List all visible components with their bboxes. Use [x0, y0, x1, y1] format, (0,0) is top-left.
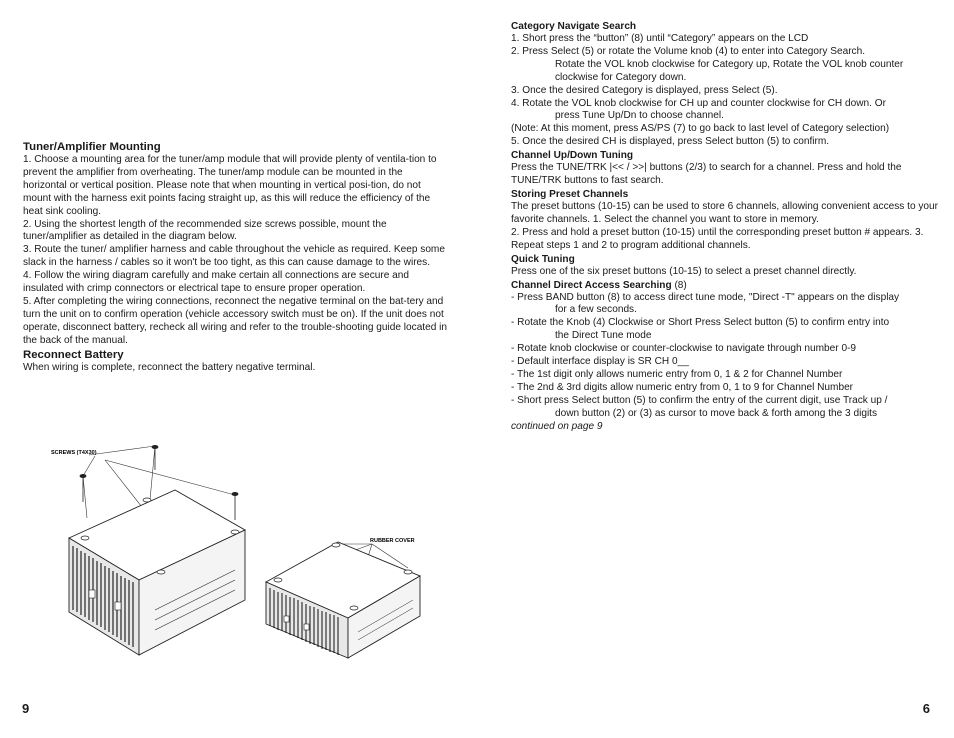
category-search-line: press Tune Up/Dn to choose channel.: [555, 110, 724, 122]
direct-access-item-text: - Rotate the Knob (4) Clockwise or Short Press Select button (5) to confirm entry into: [511, 317, 890, 329]
tuner-unit-body: [266, 542, 420, 658]
category-search-line: 1. Short press the “button” (8) until “Category” appears on the LCD: [511, 33, 809, 44]
tuner-mounting-step: 2. Using the shortest length of the recommended size screws possible, mount the tuner/amplifier as detailed in the diagram below.: [23, 218, 387, 243]
direct-access-item: [511, 382, 941, 395]
tuner-mounting-step: 5. After completing the wiring connections, reconnect the negative terminal on the bat-tery and turn the unit on to confirm operation (vehicle accessory switch must be on). If the unit does not operate, disconnect battery, recheck all wiring and refer to the trouble-shooting guide located in the back of the manual.: [23, 295, 448, 346]
continued-note: continued on page 9: [511, 420, 603, 432]
direct-access-heading-text: Channel Direct Access Searching: [511, 279, 672, 291]
tuner-mounting-step: 1. Choose a mounting area for the tuner/amp module that will provide plenty of ventila-tion to prevent the amplifier from overheating. The tuner/amp module can be mounted in the horizontal or vertical position. Please note that when mounting in vertical posi-tion, do not mount with the harness exit points facing straight up, as this will reduce the efficiency of the heat sink cooling.: [23, 154, 437, 217]
storing-presets-text-2: 2. Press and hold a preset button (10-15) until the corresponding preset button # appears. 3. Repeat steps 1 and 2 to program additional channels.: [511, 226, 924, 251]
category-search-line: 2. Press Select (5) or rotate the Volume knob (4) to enter into Category Search.: [511, 45, 866, 57]
right-text-column: [511, 20, 941, 433]
direct-access-item-text: - Rotate knob clockwise or counter-clockwise to navigate through number 0-9: [511, 343, 857, 355]
direct-access-item-text: - Short press Select button (5) to confirm the entry of the current digit, use Track up /: [511, 394, 888, 406]
direct-access-item-text: - Press BAND button (8) to access direct tune mode, "Direct -T" appears on the display: [511, 291, 900, 303]
direct-access-item: [511, 369, 941, 382]
reconnect-battery-text: When wiring is complete, reconnect the battery negative terminal.: [23, 361, 316, 373]
direct-access-item: [511, 292, 941, 318]
screws-label: SCREWS (T4X30): [51, 450, 97, 456]
category-search-line: 4. Rotate the VOL knob clockwise for CH up and counter clockwise for CH down. Or: [511, 97, 886, 109]
page-number-left: 9: [22, 701, 30, 716]
direct-access-item-continuation: down button (2) or (3) as cursor to move back & forth among the 3 digits: [555, 407, 878, 419]
quick-tuning-heading: Quick Tuning: [511, 253, 575, 265]
tuner-mounting-heading: Tuner/Amplifier Mounting: [23, 141, 161, 153]
direct-access-item-text: - Default interface display is SR CH 0__: [511, 356, 689, 368]
direct-access-item: [511, 343, 941, 356]
category-search-line: Rotate the VOL knob clockwise for Category up, Rotate the VOL knob counter clockwise for Category down.: [555, 58, 904, 83]
category-search-steps: [511, 33, 941, 149]
direct-access-steps: [511, 292, 941, 421]
direct-access-item: [511, 356, 941, 369]
direct-access-heading-suffix: (8): [671, 279, 687, 291]
storing-presets-text-1: The preset buttons (10-15) can be used to store 6 channels, allowing convenient access to your favorite channels. 1. Select the channel you want to store in memory.: [511, 200, 938, 225]
direct-access-item-text: - The 2nd & 3rd digits allow numeric entry from 0, 1 to 9 for Channel Number: [511, 381, 854, 393]
reconnect-battery-heading: Reconnect Battery: [23, 348, 124, 361]
page-number-right: 6: [922, 701, 930, 716]
mounting-screws-diagram: [45, 440, 260, 670]
category-search-line: 5. Once the desired CH is displayed, press Select button (5) to confirm.: [511, 136, 830, 148]
category-search-heading: Category Navigate Search: [511, 21, 637, 32]
channel-up-down-heading: Channel Up/Down Tuning: [511, 150, 634, 162]
storing-presets-heading: Storing Preset Channels: [511, 188, 629, 200]
left-text-column: [23, 140, 448, 375]
tuner-mounting-steps: [23, 154, 448, 348]
tuner-mounting-step: 4. Follow the wiring diagram carefully and make certain all connections are secure and insulated with crimp connectors or electrical tape to ensure proper operation.: [23, 270, 410, 295]
rubber-cover-diagram: [258, 532, 428, 662]
right-page: [477, 0, 954, 738]
direct-access-item-text: - The 1st digit only allows numeric entry from 0, 1 & 2 for Channel Number: [511, 368, 843, 380]
category-search-line: 3. Once the desired Category is displayed, press Select (5).: [511, 84, 778, 96]
direct-access-item-continuation: for a few seconds.: [555, 304, 637, 316]
tuner-mounting-step: 3. Route the tuner/ amplifier harness and cable throughout the vehicle as required. Keep some slack in the harness / cables so it won't be too tight, as this can cause damage to the wires.: [23, 244, 445, 269]
channel-up-down-text: Press the TUNE/TRK |<< / >>| buttons (2/3) to search for a channel. Press and hold the TUNE/TRK buttons to fast search.: [511, 162, 902, 187]
category-search-line: (Note: At this moment, press AS/PS (7) to go back to last level of Category selection): [511, 123, 890, 135]
direct-access-item: [511, 317, 941, 343]
quick-tuning-text: Press one of the six preset buttons (10-15) to select a preset channel directly.: [511, 265, 857, 277]
rubber-cover-label: RUBBER COVER: [370, 538, 415, 544]
direct-access-heading: [511, 279, 941, 292]
direct-access-item-continuation: the Direct Tune mode: [555, 330, 652, 342]
direct-access-item: [511, 395, 941, 421]
